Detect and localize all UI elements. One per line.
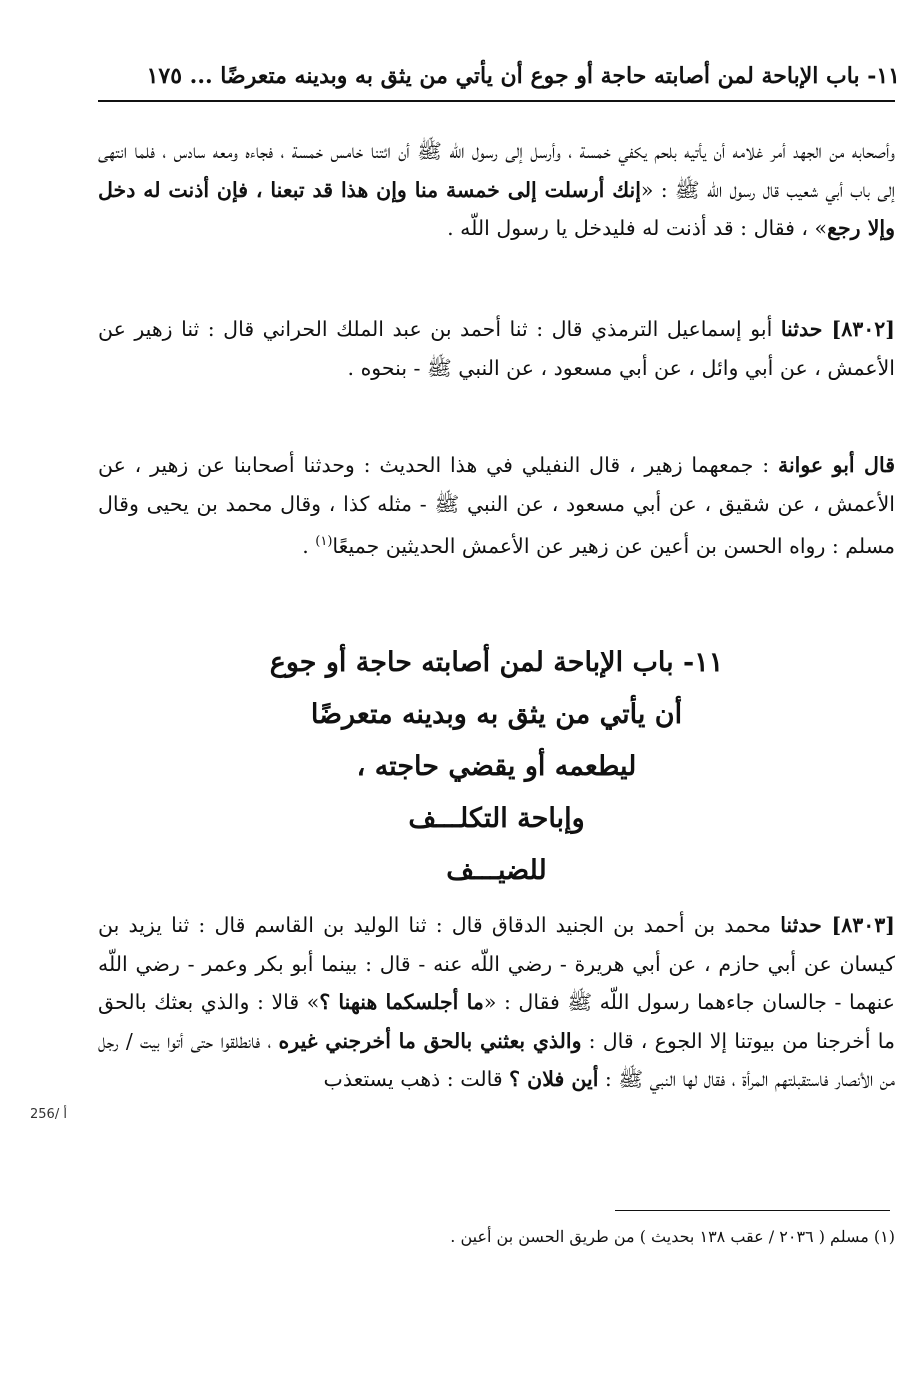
hadith-quote: أين فلان ؟ xyxy=(509,1067,599,1091)
paragraph-text: محمد بن أحمد بن الجنيد الدقاق قال : ثنا الوليد بن القاسم قال : ثنا يزيد بن كيسان عن أبي حازم ، عن أبي هريرة - رضي اللّه عنه - قال : بينما أبو بكر وعمر - رضي اللّه عنهما - جالسان جاءهما رسول اللّه ﷺ فقال : « xyxy=(98,913,895,1014)
footnote: (١) مسلم ( ٢٠٣٦ / عقب ١٣٨ بحديث ) من طريق الحسن بن أعين . xyxy=(450,1227,895,1246)
chapter-title xyxy=(98,637,895,897)
hadith-8302 xyxy=(98,310,895,387)
manuscript-folio-marker: 256/ أ xyxy=(30,1107,67,1122)
hadith-number: [٨٣٠٣] حدثنا xyxy=(780,913,895,937)
hadith-quote: إنك أرسلت إلى خمسة منا وإن هذا قد تبعنا ، فإن أذنت له دخل وإلا رجع xyxy=(98,177,895,240)
chapter-title-line: أن يأتي من يثق به وبدينه متعرضًا xyxy=(310,699,683,730)
hadith-quote: والذي بعثني بالحق ما أخرجني غيره xyxy=(278,1028,582,1053)
chapter-title-line: للضيـــف xyxy=(446,855,547,886)
paragraph-text: » قالا : والذي بعثك بالحق ما أخرجنا من بيوتنا إلا الجوع ، قال : xyxy=(98,990,895,1053)
paragraph-text: ، فانطلقوا حتى أتوا بيت / رجل من الأنصار فاستقبلتهم المرأة ، فقال لها النبي ﷺ : xyxy=(98,1028,895,1091)
hadith-8303 xyxy=(98,906,895,1099)
running-header: ١١- باب الإباحة لمن أصابته حاجة أو جوع أن يأتي من يثق به وبدينه متعرضًا ... ١٧٥ xyxy=(146,63,900,89)
paragraph-text: أبو إسماعيل الترمذي قال : ثنا أحمد بن عبد الملك الحراني قال : ثنا زهير عن الأعمش ، عن أبي وائل ، عن أبي مسعود ، عن النبي ﷺ - بنحوه . xyxy=(98,317,895,380)
paragraph-text: » ، فقال : قد أذنت له فليدخل يا رسول اللّه . xyxy=(447,216,828,240)
paragraph-text: وأصحابه من الجهد أمر غلامه أن يأتيه بلحم يكفي خمسة ، وأرسل إلى رسول اللّه ﷺ أن ائتنا خامس خمسة ، فجاءه ومعه سادس ، فلما انتهى إلى باب أبي شعيب قال رسول اللّه ﷺ : « xyxy=(98,139,895,202)
hadith-quote: ما أجلسكما هنهنا ؟ xyxy=(319,990,484,1014)
footnote-reference: (١) xyxy=(315,534,333,549)
chapter-title-line: ليطعمه أو يقضي حاجته ، xyxy=(356,751,637,782)
speaker-label: قال أبو عوانة xyxy=(777,453,895,477)
paragraph-text: قالت : ذهب يستعذب xyxy=(323,1067,510,1091)
paragraph-text: : جمعهما زهير ، قال النفيلي في هذا الحديث : وحدثنا أصحابنا عن زهير ، عن الأعمش ، عن شقيق ، عن أبي مسعود ، عن النبي ﷺ - مثله كذا ، وقال محمد بن يحيى وقال مسلم : رواه الحسن بن أعين عن زهير عن الأعمش الحديثين جميعًا xyxy=(98,453,895,558)
chapter-title-line: ١١- باب الإباحة لمن أصابته حاجة أو جوع xyxy=(269,647,724,678)
header-rule xyxy=(98,100,895,102)
footnote-rule xyxy=(615,1210,890,1211)
hadith-number: [٨٣٠٢] حدثنا xyxy=(780,317,895,341)
abu-awana-note xyxy=(98,446,895,565)
paragraph-continuation xyxy=(98,132,895,248)
chapter-title-line: وإباحة التكلـــف xyxy=(408,803,585,834)
paragraph-text: . xyxy=(302,533,316,558)
